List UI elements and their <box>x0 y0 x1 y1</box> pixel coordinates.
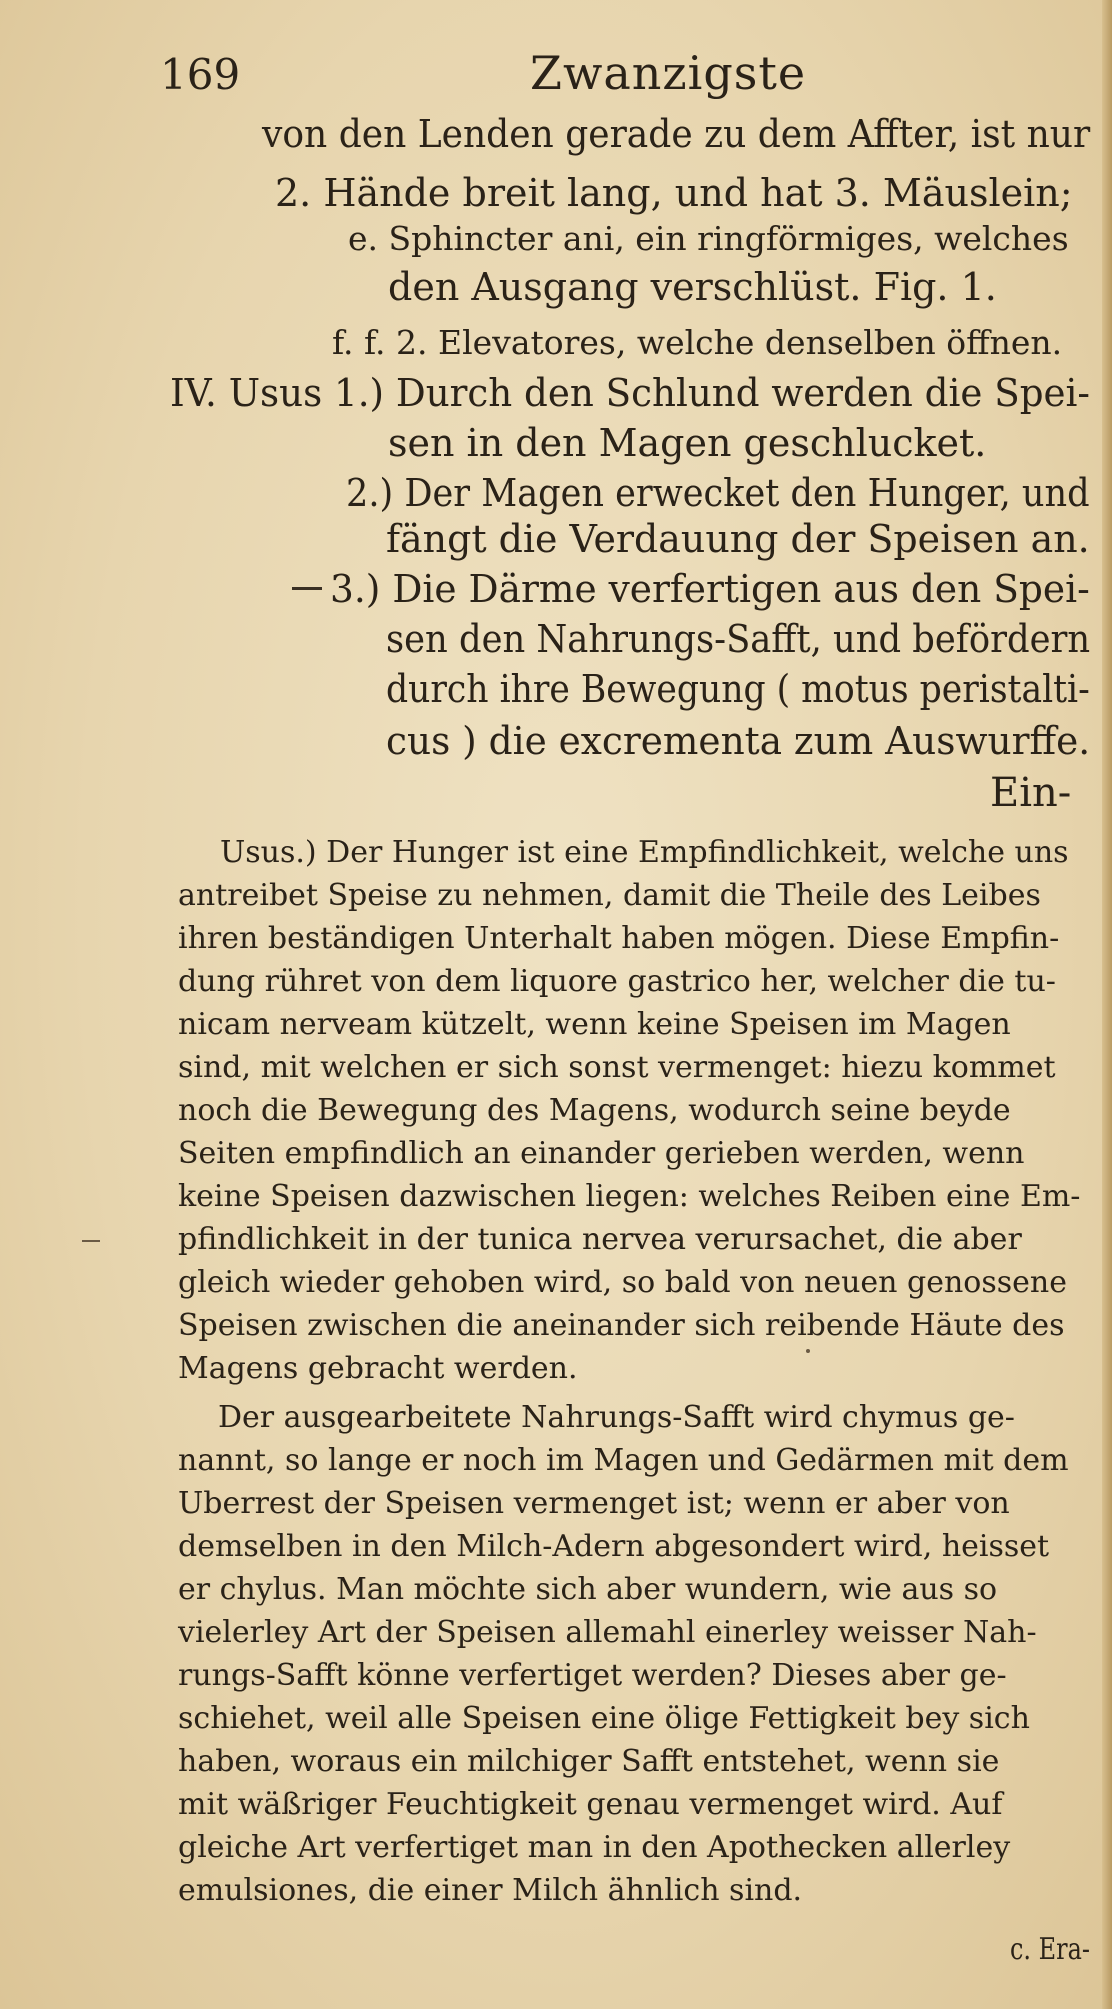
text-line: 2. Hände breit lang, und hat 3. Mäuslein; <box>275 171 1073 215</box>
note-line: pfindlichkeit in der tunica nervea verursachet, die aber <box>178 1222 1022 1257</box>
note-line: keine Speisen dazwischen liegen: welches Reiben eine Em- <box>178 1179 1081 1214</box>
text-line: von den Lenden gerade zu dem Affter, ist nur <box>262 112 1091 156</box>
note-line: Uberrest der Speisen vermenget ist; wenn er aber von <box>178 1486 1010 1521</box>
ink-dot <box>806 1349 810 1353</box>
note-line: Der ausgearbeitete Nahrungs-Safft wird chymus ge- <box>218 1400 1015 1435</box>
note-line: ihren beständigen Unterhalt haben mögen. Diese Empfin- <box>178 921 1060 956</box>
note-line: er chylus. Man möchte sich aber wundern, wie aus so <box>178 1572 998 1607</box>
note-line: Speisen zwischen die aneinander sich reibende Häute des <box>178 1308 1065 1343</box>
note-line: Seiten empfindlich an einander gerieben werden, wenn <box>178 1136 1025 1171</box>
note-line: antreibet Speise zu nehmen, damit die Theile des Leibes <box>178 878 1041 913</box>
note-line: rungs-Safft könne verfertiget werden? Dieses aber ge- <box>178 1658 1007 1693</box>
margin-mark <box>82 1240 100 1242</box>
catchword: c. Era- <box>1010 1932 1091 1967</box>
note-line: emulsiones, die einer Milch ähnlich sind. <box>178 1873 803 1908</box>
note-line: nicam nerveam kützelt, wenn keine Speisen im Magen <box>178 1007 1011 1042</box>
text-line: cus ) die excrementa zum Auswurffe. <box>386 719 1091 763</box>
page-header <box>160 40 1080 110</box>
note-line: mit wäßriger Feuchtigkeit genau vermenget wird. Auf <box>178 1787 1003 1822</box>
note-line: demselben in den Milch-Adern abgesondert wird, heisset <box>178 1529 1050 1564</box>
note-line: dung rühret von dem liquore gastrico her, welcher die tu- <box>178 964 1056 999</box>
note-line: Magens gebracht werden. <box>178 1351 578 1386</box>
text-line: sen in den Magen geschlucket. <box>388 421 987 465</box>
note-line: noch die Bewegung des Magens, wodurch seine beyde <box>178 1093 1011 1128</box>
note-line: nannt, so lange er noch im Magen und Gedärmen mit dem <box>178 1443 1069 1478</box>
text-line: durch ihre Bewegung ( motus peristalti- <box>386 667 1090 711</box>
note-line: gleich wieder gehoben wird, so bald von neuen genossene <box>178 1265 1067 1300</box>
note-line: schiehet, weil alle Speisen eine ölige Fettigkeit bey sich <box>178 1701 1030 1736</box>
page-edge <box>1102 0 1112 2009</box>
text-line: e. Sphincter ani, ein ringförmiges, welches <box>348 219 1069 258</box>
note-line: gleiche Art verfertiget man in den Apothecken allerley <box>178 1830 1011 1865</box>
text-line: den Ausgang verschlüst. Fig. 1. <box>388 265 997 309</box>
note-line: sind, mit welchen er sich sonst vermenget: hiezu kommet <box>178 1050 1056 1085</box>
text-line: fängt die Verdauung der Speisen an. <box>386 517 1090 561</box>
text-line: f. f. 2. Elevatores, welche denselben öffnen. <box>332 323 1063 362</box>
text-line: 3.) Die Därme verfertigen aus den Spei- <box>330 567 1090 611</box>
dash-mark <box>292 587 322 590</box>
running-head: Zwanzigste <box>530 46 807 100</box>
catchword: Ein- <box>990 770 1072 816</box>
text-line: sen den Nahrungs-Safft, und befördern <box>386 617 1091 661</box>
note-line: haben, woraus ein milchiger Safft entstehet, wenn sie <box>178 1744 1000 1779</box>
page-number: 169 <box>160 50 241 99</box>
note-line: vielerley Art der Speisen allemahl einerley weisser Nah- <box>178 1615 1037 1650</box>
text-line: 2.) Der Magen erwecket den Hunger, und <box>346 471 1090 515</box>
text-line: IV. Usus 1.) Durch den Schlund werden die Spei- <box>170 371 1091 415</box>
note-line: Usus.) Der Hunger ist eine Empfindlichkeit, welche uns <box>220 835 1069 870</box>
